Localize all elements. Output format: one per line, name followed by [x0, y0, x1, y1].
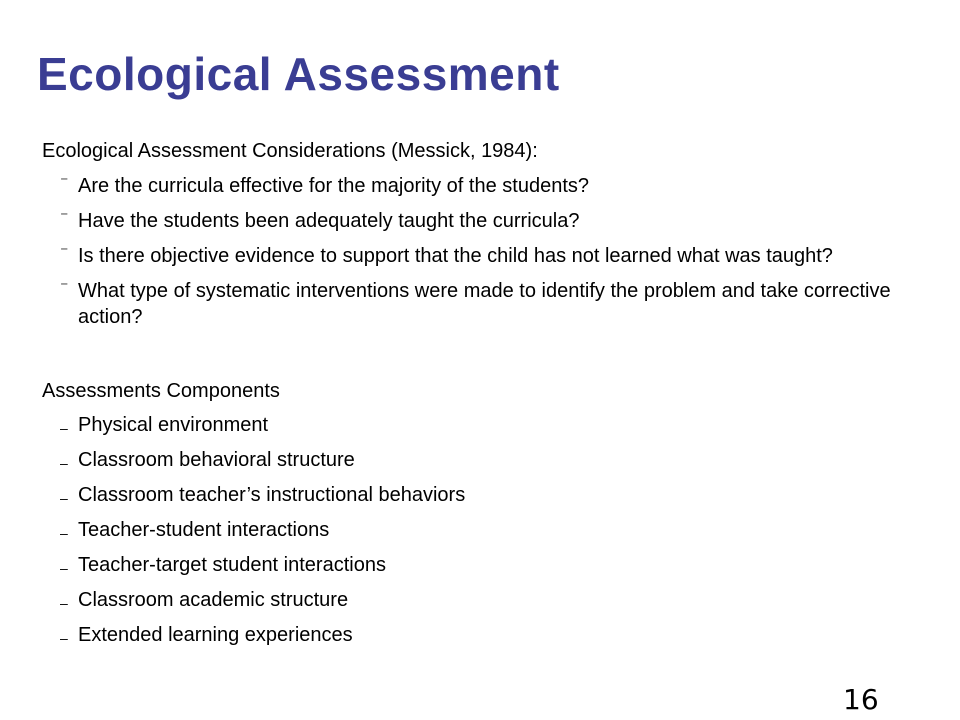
bullet-marker: ⁻: [60, 279, 69, 296]
bullet-marker: –: [60, 455, 68, 471]
bullet-marker: ⁻: [60, 174, 69, 191]
considerations-item-text: Are the curricula effective for the majority of the students?: [78, 175, 589, 197]
considerations-item-text: Have the students been adequately taught the curricula?: [78, 210, 580, 232]
considerations-section: [42, 139, 902, 339]
components-item: [42, 482, 902, 508]
components-item: [42, 622, 902, 648]
bullet-marker: ⁻: [60, 244, 69, 261]
considerations-item-text: What type of systematic interventions were made to identify the problem and take corrective action?: [78, 280, 891, 328]
considerations-item: [42, 208, 902, 234]
components-item-text: Extended learning experiences: [78, 624, 353, 646]
bullet-marker: –: [60, 420, 68, 436]
components-item: [42, 447, 902, 473]
considerations-item: [42, 278, 902, 330]
components-item-text: Physical environment: [78, 414, 269, 436]
components-item: [42, 587, 902, 613]
bullet-marker: –: [60, 595, 68, 611]
components-item: [42, 517, 902, 543]
considerations-list: [42, 173, 902, 330]
components-item-text: Teacher-student interactions: [78, 519, 330, 541]
components-item-text: Classroom teacher’s instructional behaviors: [78, 484, 466, 506]
slide-title: Ecological Assessment: [37, 48, 560, 100]
components-item-text: Classroom behavioral structure: [78, 449, 355, 471]
components-item: [42, 552, 902, 578]
bullet-marker: –: [60, 525, 68, 541]
components-item-text: Teacher-target student interactions: [78, 554, 386, 576]
considerations-item-text: Is there objective evidence to support that the child has not learned what was taught?: [78, 245, 833, 267]
considerations-item: [42, 173, 902, 199]
components-section: [42, 379, 902, 657]
components-item: [42, 412, 902, 438]
considerations-heading: Ecological Assessment Considerations (Messick, 1984):: [42, 140, 538, 162]
bullet-marker: –: [60, 630, 68, 646]
considerations-item: [42, 243, 902, 269]
components-heading: Assessments Components: [42, 380, 280, 402]
page-number: 16: [843, 683, 879, 716]
bullet-marker: –: [60, 560, 68, 576]
bullet-marker: ⁻: [60, 209, 69, 226]
components-item-text: Classroom academic structure: [78, 589, 349, 611]
bullet-marker: –: [60, 490, 68, 506]
components-list: [42, 412, 902, 648]
